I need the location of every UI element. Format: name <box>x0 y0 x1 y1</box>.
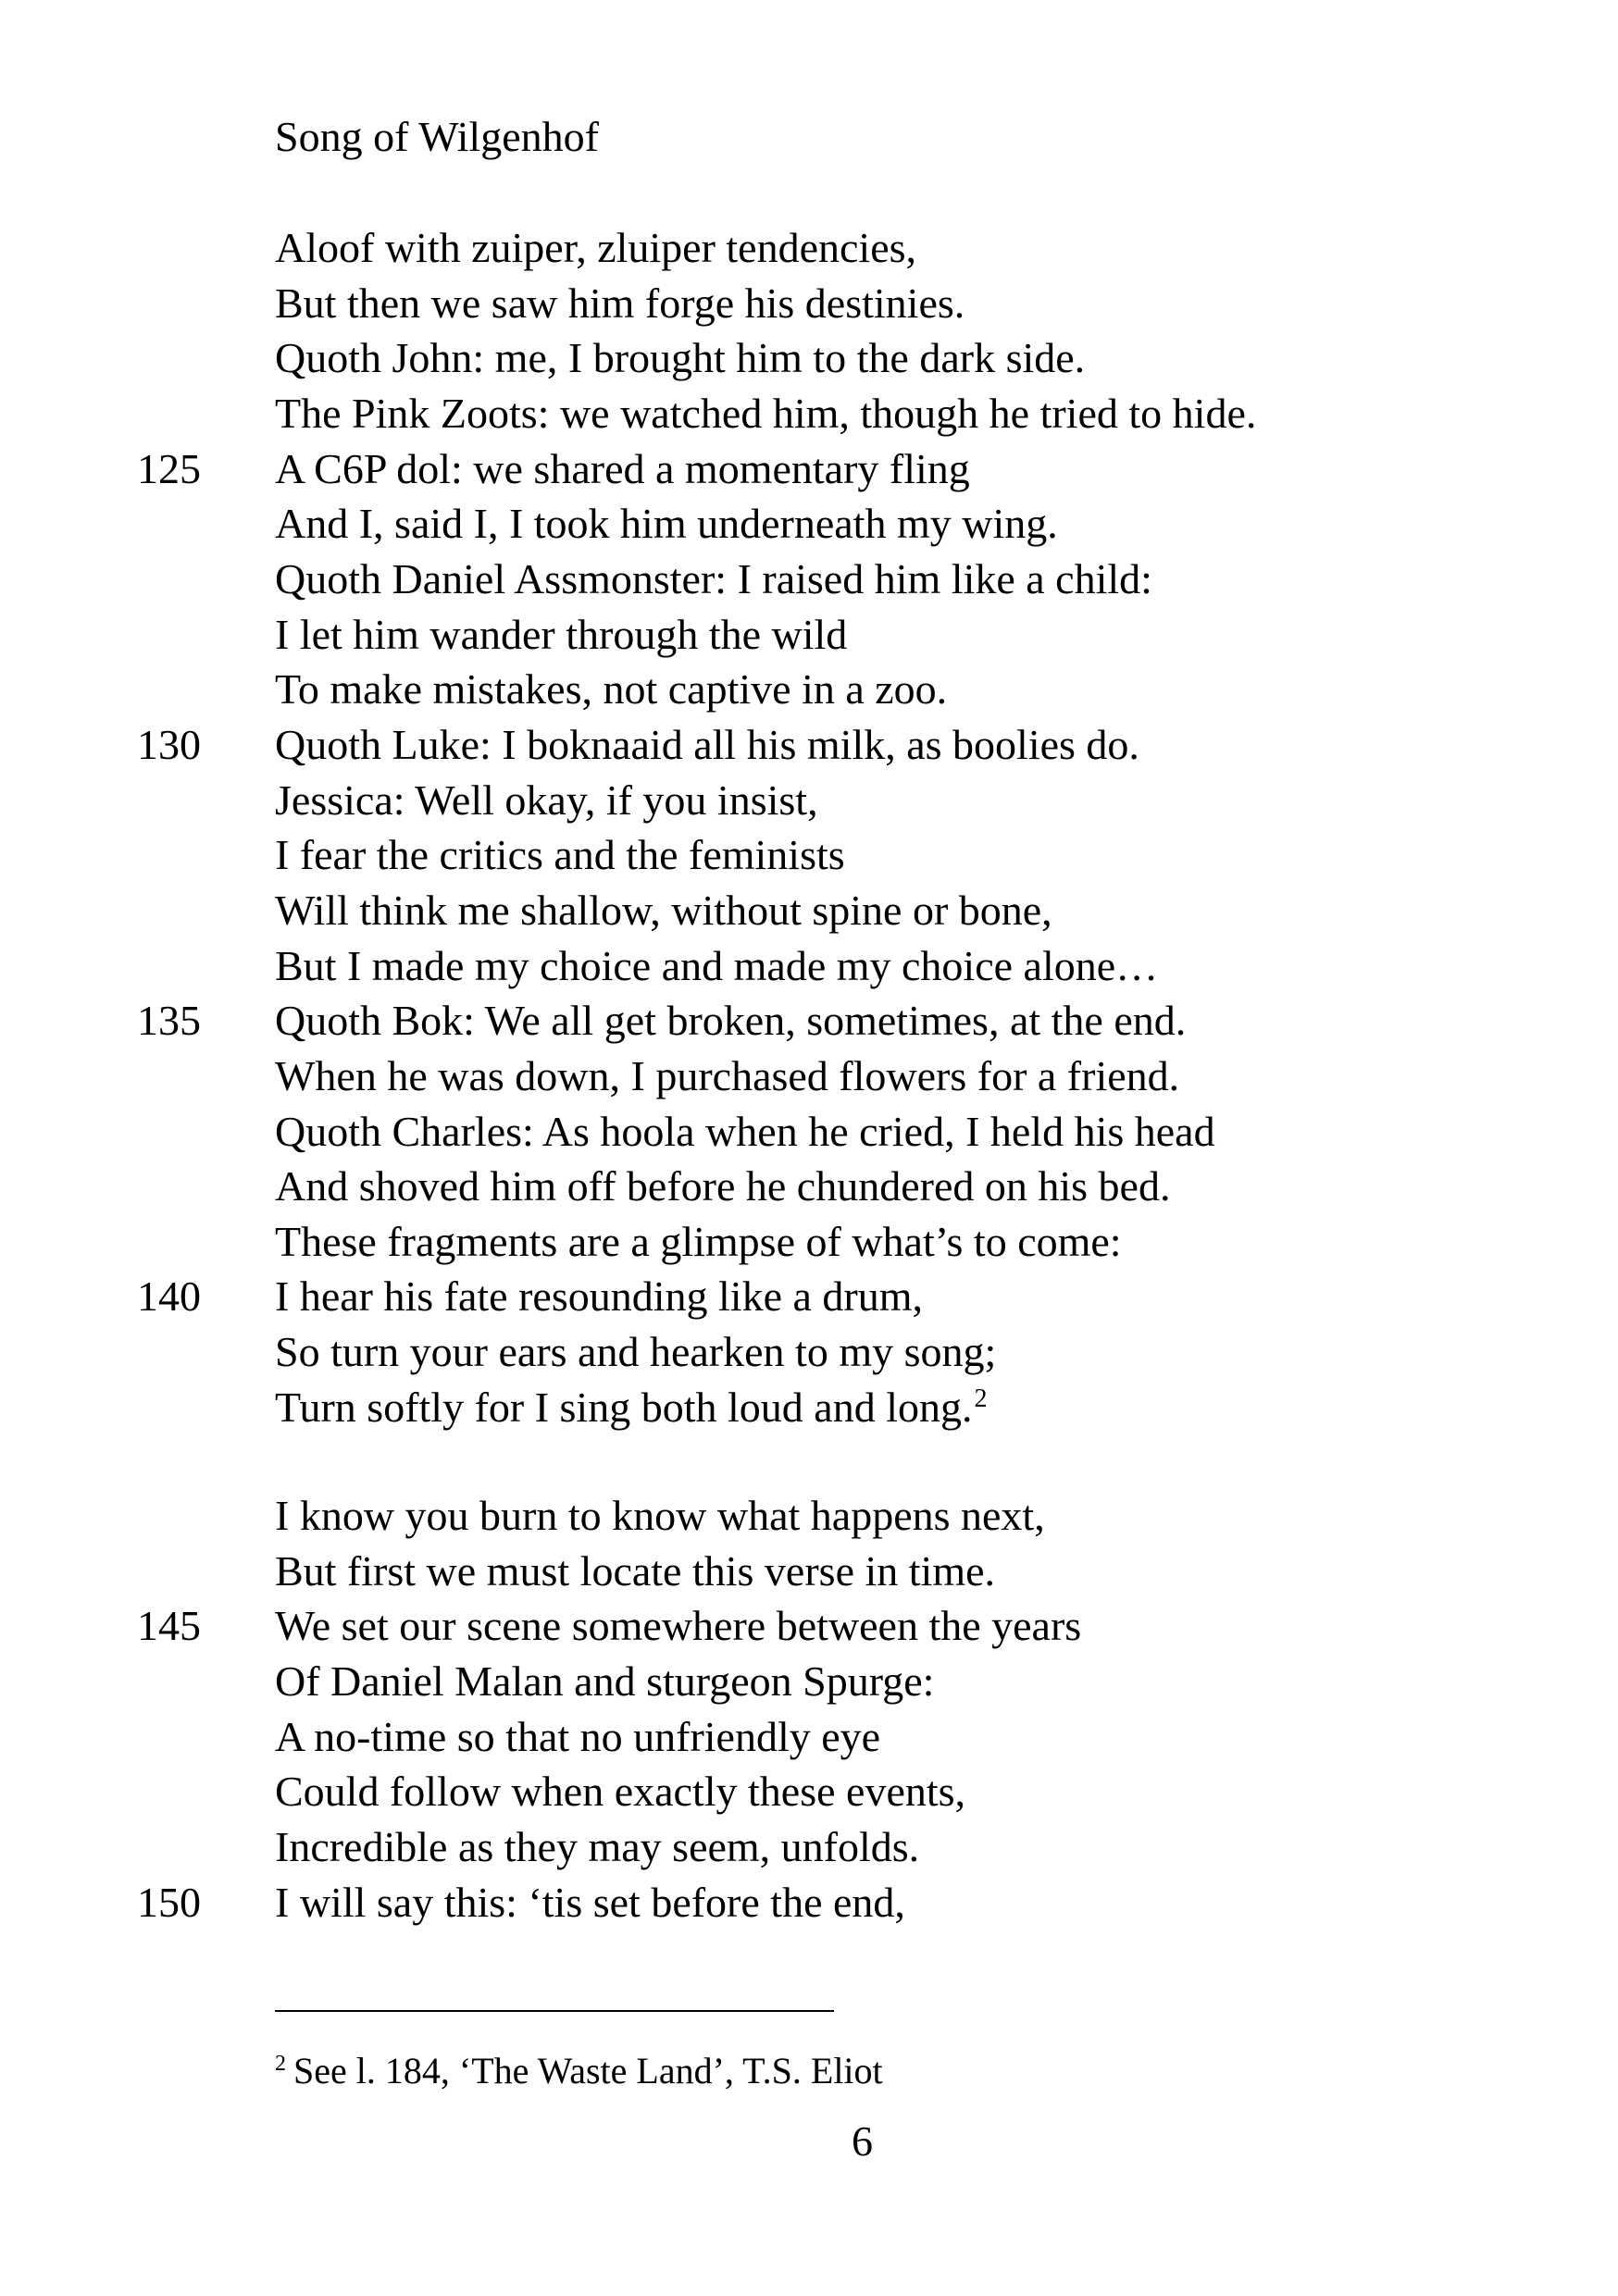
line-text: Incredible as they may seem, unfolds. <box>275 1822 920 1870</box>
verse-line <box>0 1214 1618 1270</box>
line-number: 145 <box>137 1602 201 1650</box>
verse-line <box>0 496 1618 552</box>
verse-line <box>0 386 1618 441</box>
verse-line <box>0 1324 1618 1380</box>
verse-line <box>0 993 1618 1049</box>
line-text: These fragments are a glimpse of what’s to come: <box>275 1217 1122 1265</box>
line-text: And shoved him off before he chundered on his bed. <box>275 1162 1171 1210</box>
line-number: 125 <box>137 444 201 492</box>
line-text: I hear his fate resounding like a drum, <box>275 1272 923 1321</box>
verse-line <box>0 220 1618 276</box>
line-text: Jessica: Well okay, if you insist, <box>275 776 818 824</box>
line-text: Quoth Bok: We all get broken, sometimes, at the end. <box>275 997 1187 1045</box>
footnote-marker: 2 <box>275 2052 286 2076</box>
footnote-text: See l. 184, ‘The Waste Land’, T.S. Eliot <box>293 2050 883 2091</box>
verse-line <box>0 1104 1618 1160</box>
line-text: But then we saw him forge his destinies. <box>275 279 965 327</box>
line-text: When he was down, I purchased flowers for a friend. <box>275 1051 1180 1099</box>
line-text: To make mistakes, not captive in a zoo. <box>275 665 948 714</box>
line-text: Will think me shallow, without spine or bone, <box>275 886 1052 934</box>
line-text: Of Daniel Malan and sturgeon Spurge: <box>275 1657 935 1705</box>
line-text: A no-time so that no unfriendly eye <box>275 1712 881 1760</box>
footnote-separator <box>275 2010 834 2012</box>
verse-line <box>0 607 1618 663</box>
line-number: 130 <box>137 720 201 768</box>
line-number: 140 <box>137 1272 201 1321</box>
stanza-1 <box>0 220 1618 1434</box>
line-text-with-footnote <box>275 1380 987 1435</box>
line-text: Quoth Charles: As hoola when he cried, I held his head <box>275 1107 1215 1155</box>
footnote <box>275 2047 883 2095</box>
verse-line <box>0 1819 1618 1875</box>
verse-line <box>0 827 1618 883</box>
line-text: I let him wander through the wild <box>275 610 848 658</box>
line-text: I fear the critics and the feminists <box>275 831 845 879</box>
line-number: 150 <box>137 1878 201 1926</box>
verse-line <box>0 552 1618 607</box>
line-text: A C6P dol: we shared a momentary fling <box>275 444 970 492</box>
line-text: So turn your ears and hearken to my song; <box>275 1328 997 1376</box>
line-number: 135 <box>137 997 201 1045</box>
verse-line <box>0 717 1618 773</box>
verse-line <box>0 1269 1618 1324</box>
line-text: I will say this: ‘tis set before the end, <box>275 1878 905 1926</box>
verse-line <box>0 1049 1618 1104</box>
verse-line <box>0 1875 1618 1930</box>
verse-line <box>0 1544 1618 1599</box>
line-text: Aloof with zuiper, zluiper tendencies, <box>275 224 917 271</box>
line-text: We set our scene somewhere between the years <box>275 1602 1082 1650</box>
verse-line <box>0 1488 1618 1544</box>
verse-line <box>0 276 1618 331</box>
verse-line <box>0 938 1618 994</box>
stanza-2 <box>0 1488 1618 1930</box>
verse-line <box>0 1764 1618 1819</box>
line-text: Quoth John: me, I brought him to the dark side. <box>275 334 1086 382</box>
verse-line <box>0 1654 1618 1709</box>
line-text: Quoth Daniel Assmonster: I raised him like a child: <box>275 554 1152 602</box>
verse-line <box>0 662 1618 717</box>
line-text: The Pink Zoots: we watched him, though he tried to hide. <box>275 389 1257 437</box>
line-text: Turn softly for I sing both loud and long. <box>275 1383 973 1431</box>
line-text: But I made my choice and made my choice alone… <box>275 941 1159 989</box>
footnote-reference[interactable]: 2 <box>974 1384 988 1413</box>
line-text: Could follow when exactly these events, <box>275 1768 966 1816</box>
verse-line <box>0 1159 1618 1214</box>
running-header: Song of Wilgenhof <box>275 113 599 160</box>
verse-line <box>0 883 1618 938</box>
line-text: Quoth Luke: I boknaaid all his milk, as boolies do. <box>275 720 1139 768</box>
line-text: I know you burn to know what happens next, <box>275 1492 1045 1539</box>
verse-line <box>0 773 1618 828</box>
verse-line <box>0 330 1618 386</box>
verse-line <box>0 1598 1618 1654</box>
page-number: 6 <box>852 2117 873 2165</box>
line-text: And I, said I, I took him underneath my wing. <box>275 500 1058 548</box>
verse-line <box>0 1709 1618 1765</box>
line-text: But first we must locate this verse in time. <box>275 1546 996 1595</box>
verse-line <box>0 1380 1618 1435</box>
verse-line <box>0 441 1618 497</box>
